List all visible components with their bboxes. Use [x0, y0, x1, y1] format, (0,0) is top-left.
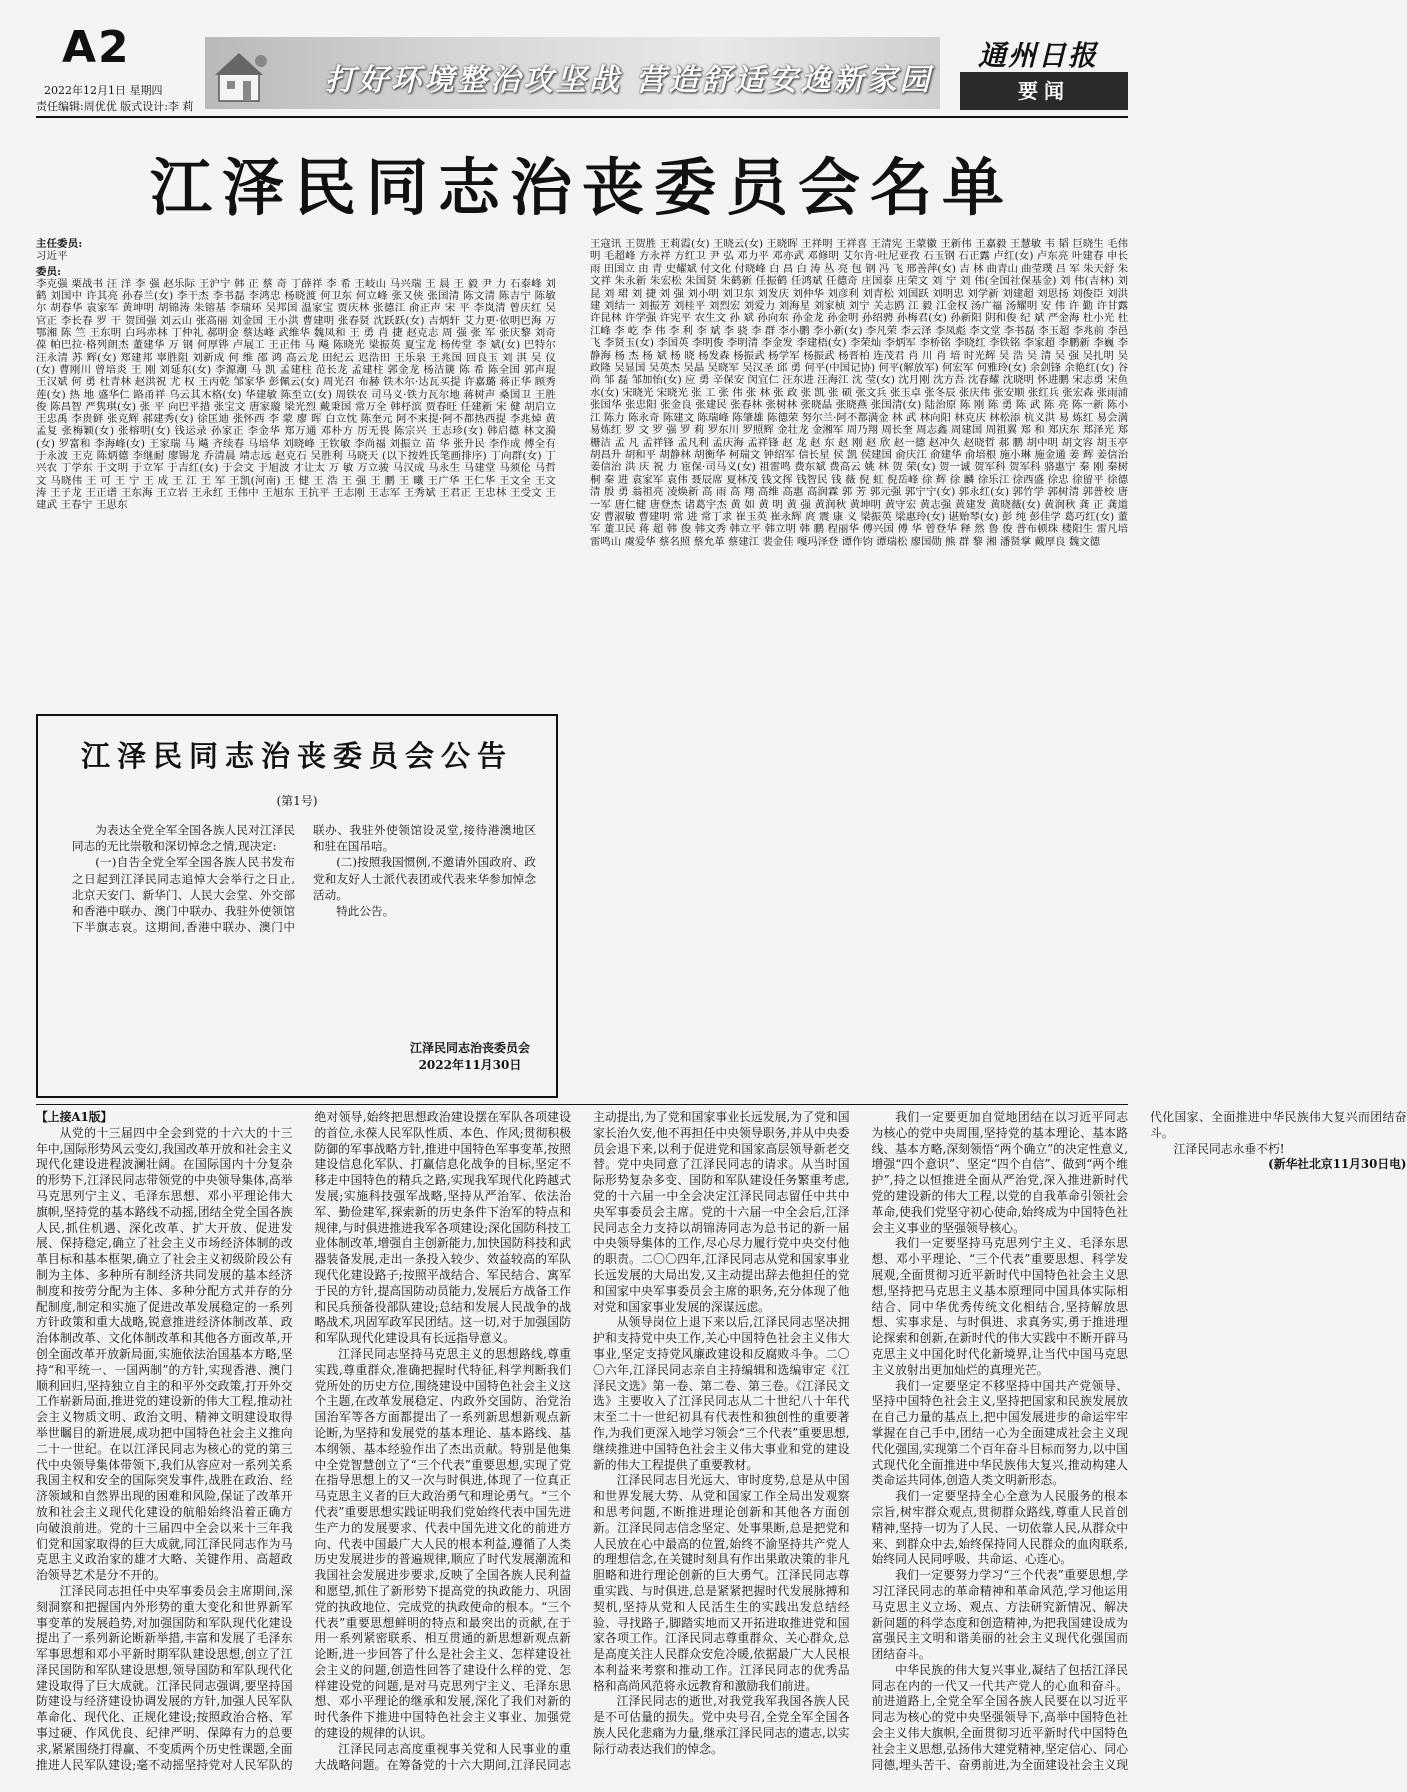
article-paragraph: 中华民族的伟大复兴事业,凝结了包括江泽民同志在内的一代又一代共产党人的心血和奋斗。前进道路上,全党全军全国各族人民要在以习近平同志为核心的党中央坚强领导下,高举中国特色社会主义伟大旗帜,全面贯彻习近平新时代中国特色社会主义思想,弘扬伟大建党精神,坚定信心、同心同德,埋头苦干、奋勇前进,为全面建设社会主义现代化国家、全面推进中华民族伟大复兴而团结奋斗。	[871, 1110, 1407, 1772]
funeral-notice-box	[36, 714, 558, 1098]
newspaper-name: 通州日报	[978, 39, 1099, 72]
section-tag: 要闻	[960, 72, 1128, 110]
main-headline: 江泽民同志治丧委员会名单	[149, 151, 1014, 224]
article-paragraph: 从党的十三届四中全会到党的十六大的十三年中,国际形势风云变幻,我国改革开放和社会主义现代化建设进程波澜壮阔。在国际国内十分复杂的形势下,江泽民同志带领党的中央领导集体,高举马克思列宁主义、毛泽东思想、邓小平理论伟大旗帜,坚持党的基本路线不动摇,团结全党全国各族人民,抓住机遇、深化改革、扩大开放、促进发展、保持稳定,确立了社会主义市场经济体制的改革目标和基本框架,确立了社会主义初级阶段公有制为主体、多种所有制经济共同发展的基本经济制度和按劳分配为主体、多种分配方式并存的分配制度,制定和实施了促进改革发展稳定的一系列方针政策和重大战略,锐意推进经济体制改革、政治体制改革、文化体制改革和其他各方面改革,开创全面改革开放新局面,实施依法治国基本方略,坚持“和平统一、一国两制”的方针,实现香港、澳门顺利回归,坚持独立自主的和平外交政策,打开外交工作崭新局面,推进党的建设新的伟大工程,推动社会主义物质文明、政治文明、精神文明建设取得举世瞩目的新进展,成功把中国特色社会主义推向二十一世纪。在以江泽民同志为核心的党的第三代中央领导集体带领下,我们从容应对一系列关系我国主权和安全的国际突发事件,战胜在政治、经济领域和自然界出现的困难和风险,保证了改革开放和社会主义现代化建设的航船始终沿着正确方向破浪前进。党的十三届四中全会以来十三年我们党和国家取得的巨大成就,同江泽民同志作为马克思主义政治家的雄才大略、关键作用、高超政治领导艺术是分不开的。	[36, 1125, 293, 1583]
notice-paragraph: (一)自告全党全军全国各族人民书发布之日起到江泽民同志追悼大会举行之日止,北京天安门、新华门、人民大会堂、外交部和香港中联办、澳门中联办、我驻外使领馆下半旗志哀。这期间,香港中联办、澳门中联办、我驻外使领馆设灵堂,接待港澳地区和驻在国吊唁。	[72, 823, 536, 935]
chair-label: 主任委员:	[36, 238, 83, 250]
members-list-right: 王寇讯 王贺胜 王莉霞(女) 王晓云(女) 王晓晖 王祥明 王祥喜 王清宪 王蒙徽 王新伟 王嘉毅 王慧敏 韦 韬 巨晓生 毛伟明 毛超峰 方永祥 方红卫 尹 弘 邓力平 邓亦武 邓修明 艾尔肯·吐尼亚孜 石玉钢 石正露 卢红(女) 卢东亮 叶建春 申长雨 田国立 由 青 史耀斌 付文化 付晓峰 白 昌 白 涛 丛 亮 包 钢 冯 飞 邢善萍(女) 吉 林 曲青山 曲莹璞 吕 军 朱天舒 朱文祥 朱永新 朱宏松 朱国贤 朱鹤新 任振鹤 任鸿斌 任德奇 庄国泰 庄荣文 刘 宁 刘 伟(全国社保基金) 刘 伟(吉林) 刘 昆 刘 珺 刘 捷 刘 强 刘小明 刘卫东 刘发庆 刘仲华 刘彦利 刘青松 刘国跃 刘明忠 刘学新 刘建超 刘思扬 刘俊臣 刘洪建 刘结一 刘振芳 刘桂平 刘烈宏 刘爱力 刘海星 刘家桢 刘宁 关志鸥 江 毅 江金权 汤广福 汤耀明 安 伟 许 勤 许甘露 许昆林 许学强 许宪平 农生文 孙 斌 孙向东 孙金龙 孙金明 孙绍骋 孙梅君(女) 孙新阳 阴和俊 纪 斌 严金海 杜小光 杜江峰 李 屹 李 伟 李 利 李 斌 李 骁 李 群 李小鹏 李小新(女) 李凡荣 李云泽 李凤彪 李文堂 李书磊 李玉超 李兆前 李邑飞 李贤玉(女) 李国英 李明俊 李明清 李金发 李建梧(女) 李荣灿 李炳军 李桥铭 李晓红 李铁铭 李家超 李鹏新 李巍 李静海 杨 杰 杨 斌 杨 晓 杨发森 杨振武 杨学军 杨振武 杨晋柏 连茂君 肖 川 肖 培 时光辉 吴 浩 吴 清 吴 强 吴扎明 吴政隆 吴显国 吴英杰 吴晶 吴晓军 吴汉圣 邱 勇 何平(中国记协) 何平(解放军) 何宏军 何雅玲(女) 余剑锋 余艳红(女) 谷 尚 邹 磊 邹加怡(女) 应 勇 辛保安 闵宜仁 汪东进 汪海江 沈 莹(女) 沈月刚 沈方吾 沈春耀 沈晓明 怀进鹏 宋志勇 宋鱼水(女) 宋晓光 宋晓光 张 工 张 伟 张 林 张 政 张 凯 张 硕 张文兵 张玉卓 张冬辰 张庆伟 张安顺 张红兵 张宏森 张雨浦 张国华 张忠阳 张金良 张建民 张春林 张树林 张晓晶 张晓燕 张国清(女) 陆治原 陈 刚 陈 勇 陈 武 陈 亮 陈一新 陈小江 陈力 陈永奇 陈建文 陈瑞峰 陈肇雄 陈德荣 努尔兰·阿不都满金 林 武 林向阳 林克庆 林松添 杭义洪 易 炼红 易会满 易炼红 罗 文 罗 强 罗 莉 罗东川 罗照辉 金壮龙 金湘军 周乃翔 周长奎 周志鑫 周建国 周祖翼 郑 和 郑庆东 郑泽光 郑栅洁 孟 凡 孟祥锋 孟凡利 孟庆海 孟祥锋 赵 龙 赵 东 赵 刚 赵 欣 赵一德 赵冲久 赵晓哲 郝 鹏 胡中明 胡文容 胡玉亭 胡昌升 胡和平 胡静林 胡衡华 柯瑞文 钟绍军 信长星 侯 凯 侯建国 俞庆江 俞建华 俞培根 施小琳 施金通 姜 辉 姜信治 姜信治 洪 庆 祝 力 宦保·司马义(女) 祖雷鸣 费东斌 费高云 姚 林 贺 荣(女) 贺一诚 贺军科 贺军科 骆惠宁 秦 刚 秦树桐 秦 进 袁家军 袁伟 聂辰席 夏林茂 钱文挥 钱智民 钱 薇 倪 虹 倪岳峰 徐 辉 徐 麟 徐乐江 徐西盛 徐忠 徐留平 徐德清 殷 勇 翁祖亮 凌焕新 高 雨 高 翔 高维 高惠 高润霖 郭 芳 郭元强 郭宁宁(女) 郭永红(女) 郭竹学 郭树清 郭普校 唐一军 唐仁健 唐登杰 诸葛宇杰 黄 如 黄 明 黄 强 黄润秋 黄坤明 黄守宏 黄志强 黄建发 黄晓薇(女) 黄润秋 龚 正 龚道安 曹淑敏 曹建明 常 进 常丁求 崔玉英 崔永辉 庹 震 康 义 梁振英 梁惠玲(女) 谌贻琴(女) 彭 纯 彭佳学 葛巧红(女) 董 军 董卫民 蒋 超 韩 俊 韩文秀 韩立平 韩立明 韩 鹏 程丽华 傅兴国 傅 华 曾登华 释 然 鲁 俊 普布顿珠 楼阳生 雷凡培 雷鸣山 虞爱华 蔡名照 蔡允革 蔡建江 裴金佳 嘎玛泽登 谭作钧 谭瑞松 廖国勋 熊 群 黎 湘 潘贤掌 戴厚良 魏文德	[590, 238, 1128, 548]
article-paragraph: 我们一定要努力学习“三个代表”重要思想,学习江泽民同志的革命精神和革命风范,学习他运用马克思主义立场、观点、方法研究新情况、解决新问题的科学态度和创造精神,为把我国建设成为富强民主文明和谐美丽的社会主义现代化强国而团结奋斗。	[871, 1568, 1128, 1662]
house-illustration-icon	[213, 47, 269, 105]
notice-number: (第1号)	[276, 794, 318, 808]
members-list-left: 李克强 栗战书 汪 洋 李 强 赵乐际 王沪宁 韩 正 蔡 奇 丁薛祥 李 希 王岐山 马兴瑞 王 晨 王 毅 尹 力 石泰峰 刘 鹤 刘国中 许其亮 孙春兰(女) 李干杰 李书磊 李鸿忠 杨晓渡 何卫东 何立峰 张又侠 张国清 陈文清 陈吉宁 陈敏尔 胡春华 袁家军 黄坤明 胡锦涛 朱镕基 李瑞环 吴邦国 温家宝 贾庆林 张德江 俞正声 宋 平 李岚清 曾庆红 吴官正 李长春 罗 干 贺国强 刘云山 张高丽 刘金国 王小洪 曹建明 张春贤 沈跃跃(女) 吉炳轩 艾力更·依明巴海 万鄂湘 陈 竺 王东明 白玛赤林 丁仲礼 郝明金 蔡达峰 武维华 魏凤和 王 勇 肖 捷 赵克志 周 强 张 军 张庆黎 刘奇葆 帕巴拉·格列朗杰 董建华 万 钢 何厚铧 卢展工 王正伟 马 飚 陈晓光 梁振英 夏宝龙 杨传堂 李 斌(女) 巴特尔 汪永清 苏 辉(女) 郑建邦 辜胜阻 刘新成 何 维 邵 鸿 高云龙 田纪云 迟浩田 王乐泉 王兆国 回良玉 刘 淇 吴 仪(女) 曹刚川 曾培炎 王 刚 刘延东(女) 李源潮 马 凯 孟建柱 范长龙 孟建柱 郭金龙 杨洁篪 陈 希 陈全国 郭声琨 王汉斌 何 勇 杜青林 赵洪祝 尤 权 王丙乾 邹家华 彭佩云(女) 周光召 布赫 铁木尔·达瓦买提 许嘉璐 蒋正华 顾秀莲(女) 热 地 盛华仁 路甬祥 乌云其木格(女) 华建敏 陈至立(女) 周铁农 司马义·铁力瓦尔地 蒋树声 桑国卫 王胜俊 陈昌智 严隽琪(女) 张 平 向巴平措 张宝文 唐家璇 梁光烈 戴秉国 常万全 韩杼滨 贾春旺 任建新 宋 健 胡启立 王忠禹 李贵鲜 张克辉 郝建秀(女) 徐匡迪 张怀西 李 蒙 廖 晖 白立忱 陈奎元 阿不来提·阿不都热西提 李兆焯 黄孟复 张梅颖(女) 张榕明(女) 钱运录 孙家正 李金华 郑万通 邓朴方 厉无畏 陈宗兴 王志珍(女) 韩启德 林文漪(女) 罗富和 李海峰(女) 王家瑞 马 飚 齐续春 马培华 刘晓峰 王钦敏 李尚福 刘振立 苗 华 张升民 李作成 傅全有 于永波 王克 陈炳德 李继耐 廖锡龙 乔清晨 靖志远 赵克石 吴胜利 马晓天 (以下按姓氏笔画排序) 丁向群(女) 丁兴农 丁学东 于文明 于立军 于吉红(女) 于会文 于旭波 才让太 万 敏 万立骏 马汉成 马永生 马建堂 马须伦 马哲文 马晓伟 王 可 王 宁 王 成 王 江 王 军 王凯(河南) 王 健 王 浩 王 强 王 鹏 王 曦 王广华 王仁华 王文全 王文涛 王子龙 王正谱 王东海 王立岩 王永红 王伟中 王旭东 王抗平 王志刚 王志军 王秀斌 王君正 王忠林 王受文 王建武 王春宁 王思东	[36, 277, 556, 512]
article-paragraph: 我们一定要坚定不移坚持中国共产党领导、坚持中国特色社会主义,坚持把国家和民族发展放在自己力量的基点上,把中国发展进步的命运牢牢掌握在自己手中,团结一心为全面建成社会主义现代化强国,实现第二个百年奋斗目标而努力,以中国式现代化全面推进中华民族伟大复兴,推动构建人类命运共同体,创造人类文明新形态。	[871, 1378, 1128, 1488]
article-paragraph: 我们一定要坚持马克思列宁主义、毛泽东思想、邓小平理论、“三个代表”重要思想、科学发展观,全面贯彻习近平新时代中国特色社会主义思想,坚持把马克思主义基本原理同中国具体实际相结合、同中华优秀传统文化相结合,坚持解放思想、实事求是、与时俱进、求真务实,勇于推进理论探索和创新,在新时代的伟大实践中不断开辟马克思主义中国化时代化新境界,让当代中国马克思主义放射出更加灿烂的真理光芒。	[871, 1236, 1128, 1377]
page-number: A2	[62, 22, 131, 73]
notice-paragraph: 特此公告。	[336, 904, 395, 919]
committee-list-left	[36, 238, 556, 716]
article-paragraph: 江泽民同志永垂不朽!	[1173, 1141, 1285, 1156]
banner-slogan: 打好环境整治攻坚战 营造舒适安逸新家园	[325, 63, 933, 98]
notice-body	[72, 822, 536, 1012]
members-label: 委员:	[36, 265, 62, 278]
notice-paragraph: 为表达全党全军全国各族人民对江泽民同志的无比崇敬和深切悼念之情,现决定:	[72, 823, 295, 854]
section-divider	[36, 1104, 1128, 1105]
editor-credits: 责任编辑:周优优 版式设计:李 莉	[36, 100, 194, 113]
header-rule	[36, 116, 1128, 118]
slogan-banner	[205, 37, 940, 109]
notice-signature-block	[410, 1040, 530, 1074]
article-lead: 【上接A1版】	[36, 1110, 113, 1124]
article-paragraph: 江泽民同志目光远大、审时度势,总是从中国和世界发展大势、从党和国家工作全局出发观察和思考问题,不断推进理论创新和其他各方面创新。江泽民同志信念坚定、处事果断,总是把党和人民放在心中最高的位置,始终不渝坚持共产党人的理想信念,在关键时刻具有作出果敢决策的非凡胆略和进行理论创新的巨大勇气。江泽民同志尊重实践、与时俱进,总是紧紧把握时代发展脉搏和契机,坚持从党和人民活生生的实践出发总结经验、寻找路子,脚踏实地而又开拓进取推进党和国家各项工作。江泽民同志尊重群众、关心群众,总是高度关注人民群众安危冷暖,依据最广大人民根本利益来考察和推动工作。江泽民同志的优秀品格和高尚风范将永远教育和激励我们前进。	[593, 1473, 850, 1693]
article-paragraph: 我们一定要坚持全心全意为人民服务的根本宗旨,树牢群众观点,贯彻群众路线,尊重人民首创精神,坚持一切为了人民、一切依靠人民,从群众中来、到群众中去,始终保持同人民群众的血肉联系,始终同人民同呼吸、共命运、心连心。	[871, 1489, 1128, 1567]
notice-paragraph: (二)按照我国惯例,不邀请外国政府、政党和友好人士派代表团或代表来华参加悼念活动。	[313, 855, 536, 902]
article-paragraph: 江泽民同志高度重视事关党和人民事业的重大战略问题。在筹备党的十六大期间,江泽民同志主动提出,为了党和国家事业长远发展,为了党和国家长治久安,他不再担任中央领导职务,并从中央委员会退下来,以利于促进党和国家高层领导新老交替。党中央同意了江泽民同志的请求。从当时国际形势复杂多变、国防和军队建设任务繁重考虑,党的十六届一中全会决定江泽民同志留任中共中央军事委员会主席。党的十六届一中全会后,江泽民同志全力支持以胡锦涛同志为总书记的新一届中央领导集体的工作,尽心尽力履行党中央交付他的职责。二〇〇四年,江泽民同志从党和国家事业长远发展的大局出发,又主动提出辞去他担任的党和国家中央军事委员会主席的职务,充分体现了他对党和国家事业发展的深谋远虑。	[314, 1110, 850, 1772]
article-body	[36, 1110, 1407, 1780]
article-paragraph: 江泽民同志的逝世,对我党我军我国各族人民是不可估量的损失。党中央号召,全党全军全国各族人民化悲痛为力量,继承江泽民同志的遗志,以实际行动表达我们的悼念。	[593, 1694, 850, 1756]
notice-signature: 江泽民同志治丧委员会	[409, 1041, 530, 1055]
article-byline: (新华社北京11月30日电)	[1268, 1157, 1407, 1172]
article-paragraph: 从领导岗位上退下来以后,江泽民同志坚决拥护和支持党中央工作,关心中国特色社会主义伟大事业,坚定支持党风廉政建设和反腐败斗争。二〇〇六年,江泽民同志亲自主持编辑和选编审定《江泽民文选》第一卷、第二卷、第三卷。《江泽民文选》主要收入了江泽民同志从二十世纪八十年代末至二十一世纪初具有代表性和独创性的重要著作,为我们更深入地学习领会“三个代表”重要思想,继续推进中国特色社会主义伟大事业和党的建设新的伟大工程提供了重要教材。	[593, 1315, 850, 1472]
committee-list-right	[590, 238, 1128, 1100]
article-paragraph: 江泽民同志坚持马克思主义的思想路线,尊重实践,尊重群众,准确把握时代特征,科学判断我们党所处的历史方位,围绕建设中国特色社会主义这个主题,在改革发展稳定、内政外交国防、治党治国治军等各方面都提出了一系列新思想新观点新论断,为坚持和发展党的基本理论、基本路线、基本纲领、基本经验作出了杰出贡献。特别是他集中全党智慧创立了“三个代表”重要思想,实现了党在指导思想上的又一次与时俱进,体现了一位真正马克思主义者的巨大政治勇气和理论勇气。“三个代表”重要思想实践证明我们党始终代表中国先进生产力的发展要求、代表中国先进文化的前进方向、代表中国最广大人民的根本利益,遵循了人类历史发展进步的普遍规律,顺应了时代发展潮流和我国社会发展进步要求,反映了全国各族人民利益和愿望,抓住了新形势下提高党的执政能力、巩固党的执政地位、完成党的执政使命的根本。“三个代表”重要思想鲜明的特点和最突出的贡献,在于用一系列紧密联系、相互贯通的新思想新观点新论断,进一步回答了什么是社会主义、怎样建设社会主义的问题,创造性回答了建设什么样的党、怎样建设党的问题,是对马克思列宁主义、毛泽东思想、邓小平理论的继承和发展,深化了我们对新的时代条件下推进中国特色社会主义事业、加强党的建设的规律的认识。	[314, 1346, 571, 1741]
article-paragraph: 江泽民同志担任中央军事委员会主席期间,深刻洞察和把握国内外形势的重大变化和世界新军事变革的发展趋势,对加强国防和军队现代化建设提出了一系列新论断新举措,丰富和发展了毛泽东军事思想和邓小平新时期军队建设思想,创立了江泽民国防和军队建设思想,领导国防和军队现代化建设取得了巨大成就。江泽民同志强调,要坚持国防建设与经济建设协调发展的方针,加强人民军队革命化、现代化、正规化建设;按照政治合格、军事过硬、作风优良、纪律严明、保障有力的总要求,紧紧围绕打得赢、不变质两个历史性课题,全面推进人民军队建设;毫不动摇坚持党对人民军队的绝对领导,始终把思想政治建设摆在军队各项建设的首位,永葆人民军队性质、本色、作风;贯彻积极防御的军事战略方针,推进中国特色军事变革,按照建设信息化军队、打赢信息化战争的目标,坚定不移走中国特色的精兵之路,实现我军现代化跨越式发展;实施科技强军战略,坚持从严治军、依法治军、勤俭建军,探索新的历史条件下治军的特点和规律,与时俱进推进我军各项建设;深化国防科技工业体制改革,增强自主创新能力,加快国防科技和武器装备发展,走出一条投入较少、效益较高的军队现代化建设路子;按照平战结合、军民结合、寓军于民的方针,提高国防动员能力,发展后方战备工作和民兵预备役部队建设;总结和发展人民战争的战略战术,巩固军政军民团结。这一切,对于加强国防和军队现代化建设具有长远指导意义。	[36, 1110, 571, 1772]
issue-date: 2022年12月1日 星期四	[44, 84, 163, 97]
chair-name: 习近平	[36, 250, 68, 263]
notice-title: 江泽民同志治丧委员会公告	[80, 739, 513, 773]
article-paragraph: 我们一定要更加自觉地团结在以习近平同志为核心的党中央周围,坚持党的基本理论、基本路线、基本方略,深刻领悟“两个确立”的决定性意义,增强“四个意识”、坚定“四个自信”、做到“两个维护”,持之以恒推进全面从严治党,深入推进新时代党的建设新的伟大工程,以党的自我革命引领社会革命,使我们党坚守初心使命,始终成为中国特色社会主义事业的坚强领导核心。	[871, 1110, 1128, 1235]
notice-date: 2022年11月30日	[418, 1058, 522, 1072]
